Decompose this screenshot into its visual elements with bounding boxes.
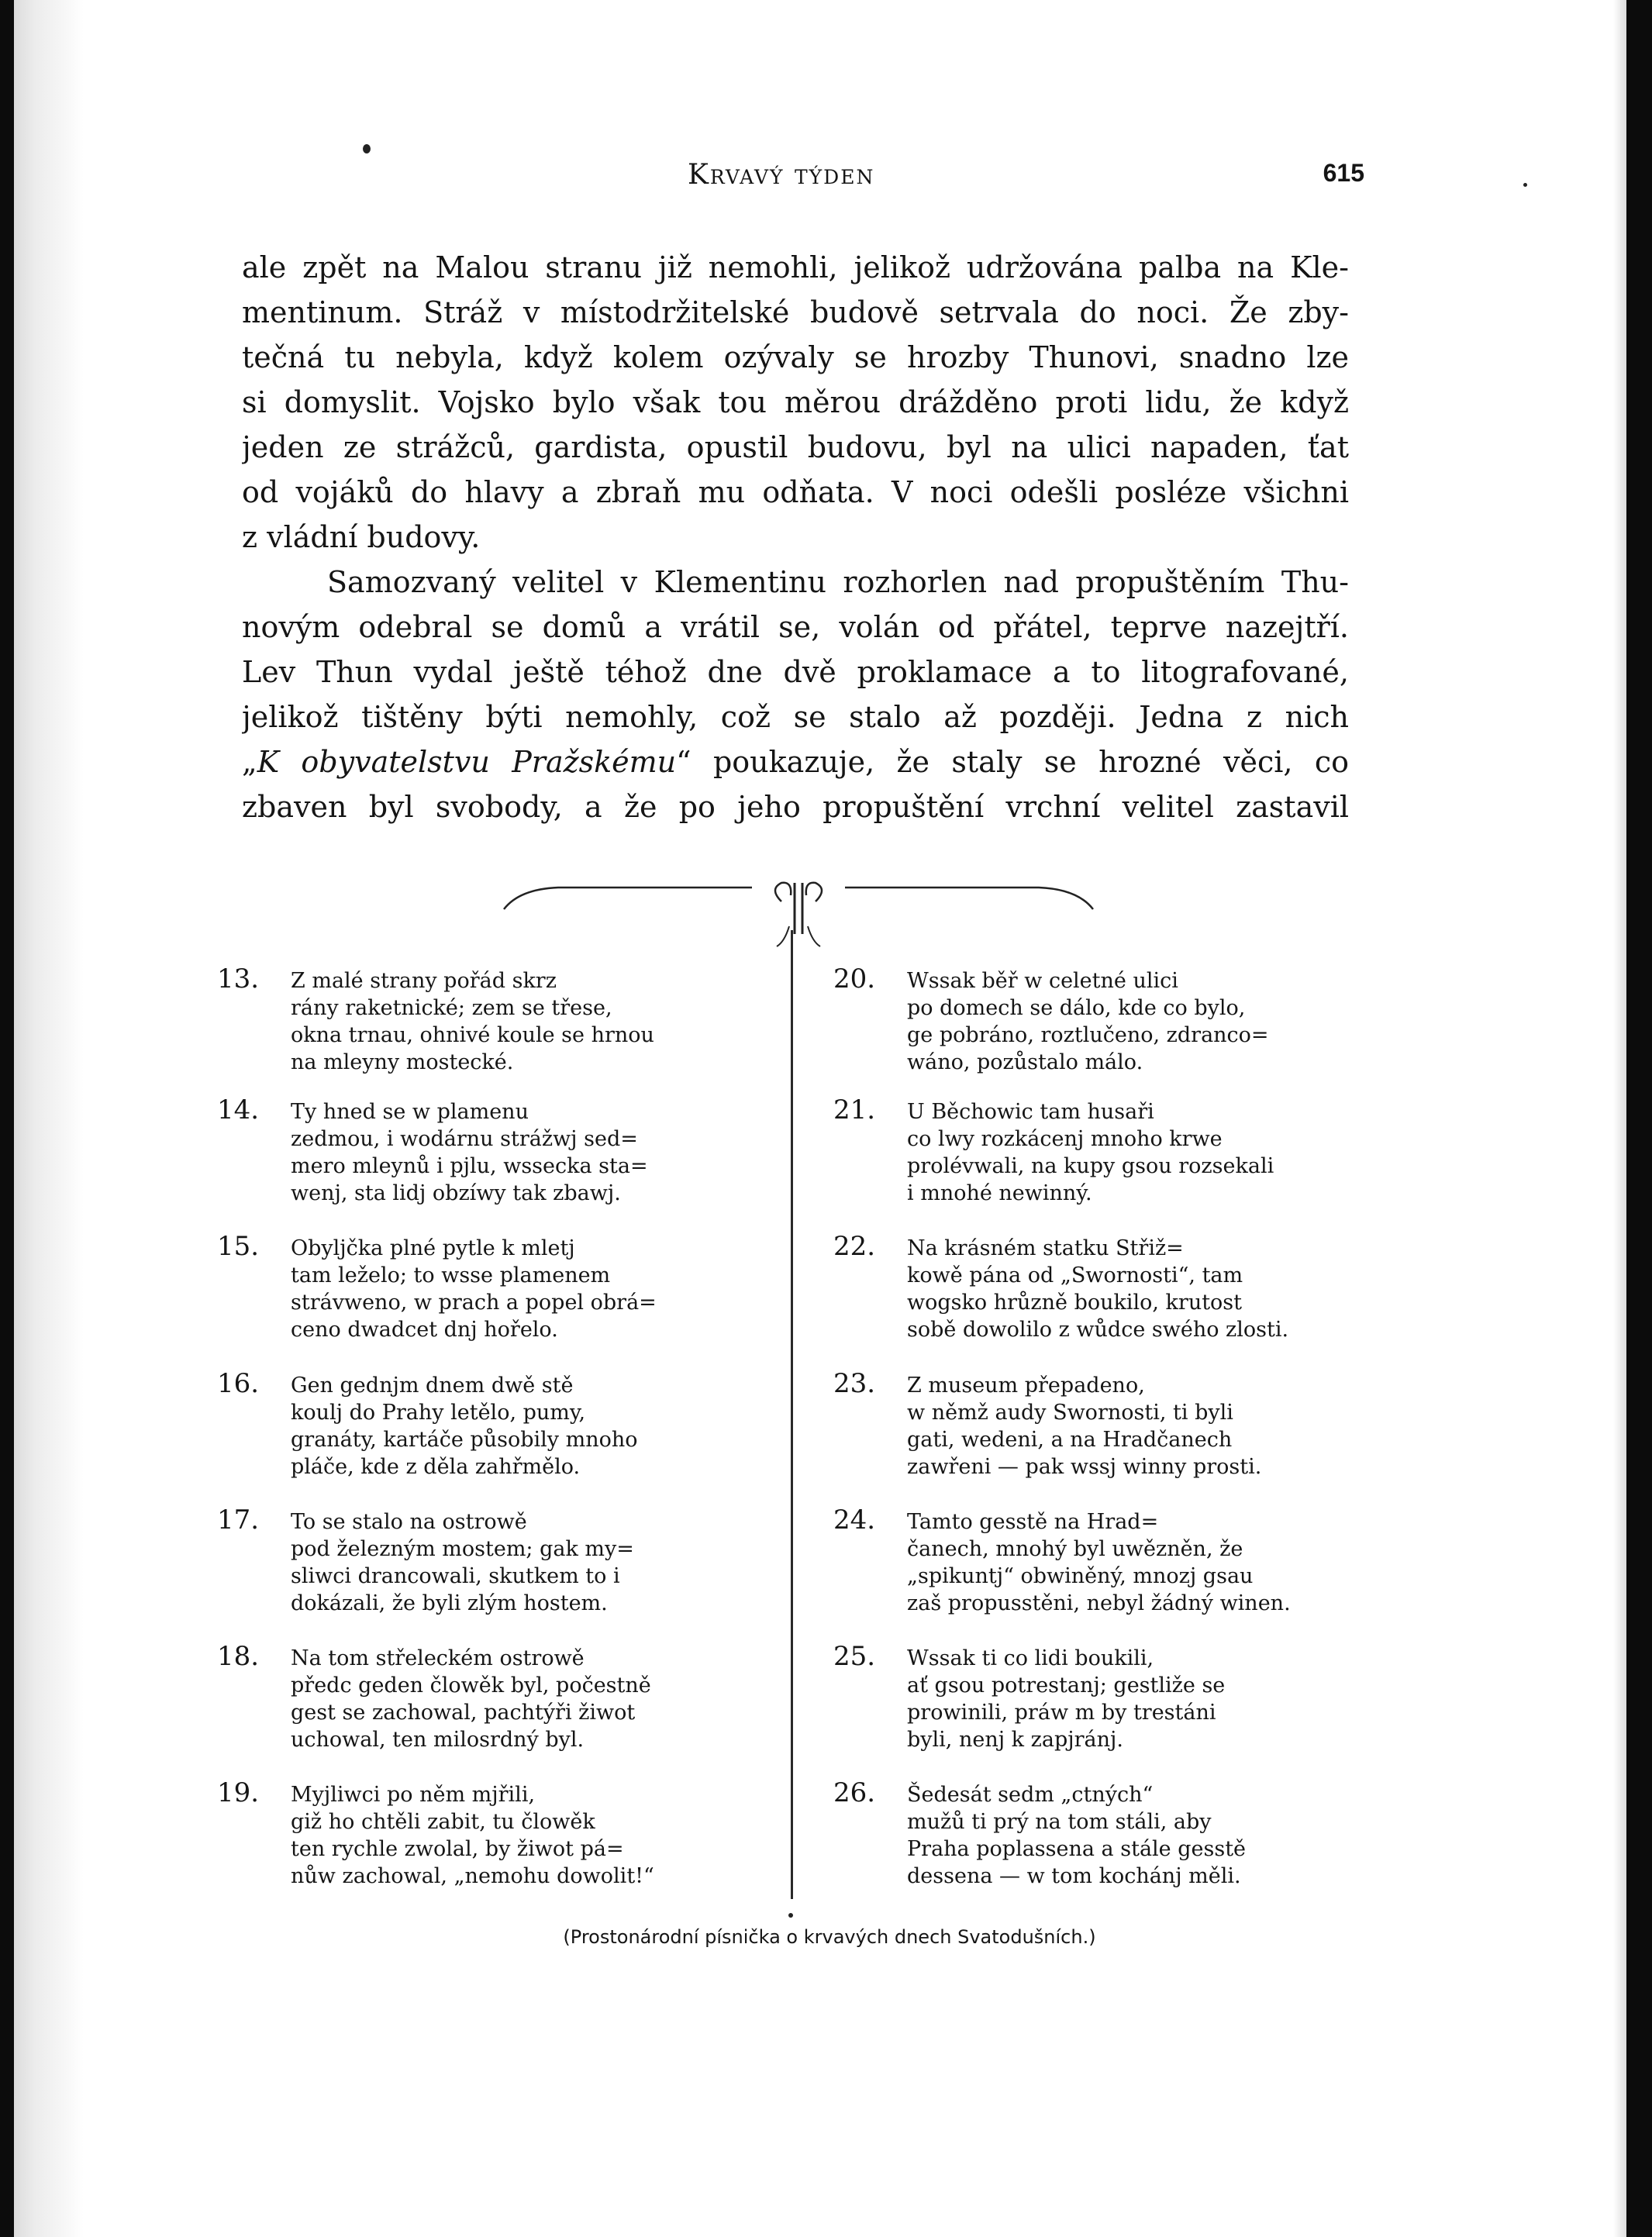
verse-number: 15.	[217, 1231, 260, 1262]
verse-line: rány raketnické; zem se třese,	[291, 996, 612, 1020]
verse-number: 25.	[833, 1641, 876, 1672]
verse-line: wáno, pozůstalo málo.	[907, 1050, 1143, 1074]
column-rule	[791, 930, 793, 1899]
verse-line: sliwci drancowali, skutkem to i	[291, 1564, 620, 1588]
verse-line: zawřeni — pak wssj winny prosti.	[907, 1455, 1262, 1479]
verse-number: 14.	[217, 1094, 260, 1125]
verse-number: 18.	[217, 1641, 260, 1672]
verse-line: ten rychle zwolal, by žiwot pá=	[291, 1837, 624, 1861]
text-line: jeden ze strážců, gardista, opustil budovu, byl na ulici napaden, ťat	[242, 430, 1349, 464]
verse-line: Na tom střeleckém ostrowě	[291, 1646, 585, 1670]
verse-21	[833, 1094, 1341, 1207]
verse-line: mero mlеynů i pjlu, wssecka sta=	[291, 1154, 648, 1178]
verse-line: prolévwali, na kupy gsou rozsekali	[907, 1154, 1274, 1178]
ink-speck	[1523, 183, 1527, 187]
verse-line: uchowal, ten milosrdný byl.	[291, 1728, 585, 1752]
verse-line: Na krásném statku Střiž=	[907, 1236, 1184, 1260]
scan-left-shadow	[14, 0, 84, 2237]
verse-line: na mleyny mostecké.	[291, 1050, 514, 1074]
verse-line: Z malé strany pořád skrz	[291, 969, 557, 993]
paragraph-1	[242, 245, 1349, 560]
verse-22	[833, 1231, 1341, 1343]
verse-16	[217, 1368, 725, 1480]
verse-line: prowinili, práw m by trestáni	[907, 1701, 1216, 1725]
text-line: mentinum. Stráž v místodržitelské budově setrvala do noci. Že zby-	[242, 295, 1349, 329]
text-line: jelikož tištěny býti nemohly, což se stalo až později. Jedna z nich	[242, 700, 1349, 734]
verse-number: 19.	[217, 1777, 260, 1808]
verse-line: gati, wedeni, a na Hradčanech	[907, 1428, 1233, 1452]
verse-line: tam leželo; to wsse plamenem	[291, 1263, 611, 1287]
verse-line: pod železným mostem; gak my=	[291, 1537, 634, 1561]
quote-close: “	[676, 745, 691, 779]
verse-19	[217, 1777, 725, 1890]
verse-line: co lwy rozkácenj mnoho krwe	[907, 1127, 1223, 1151]
verse-line: pláče, kde z děla zahřmělo.	[291, 1455, 581, 1479]
verse-line: Praha poplassena a stále gesstě	[907, 1837, 1247, 1861]
verse-line: ceno dwadcet dnj hořelo.	[291, 1318, 558, 1342]
verse-15	[217, 1231, 725, 1343]
verse-20	[833, 963, 1341, 1076]
verse-line: Tamto gesstě na Hrad=	[907, 1510, 1159, 1534]
verse-number: 22.	[833, 1231, 876, 1262]
text-line: zbaven byl svobody, a že po jeho propuštění vrchní velitel zastavil	[242, 790, 1349, 824]
verse-line: giž ho chtěli zabit, tu člowěk	[291, 1810, 595, 1834]
verse-17	[217, 1505, 725, 1617]
verse-13	[217, 963, 725, 1076]
verse-line: byli, nenj k zapjránj.	[907, 1728, 1123, 1752]
verse-line: U Běchowic tam husaři	[907, 1100, 1154, 1124]
verse-24	[833, 1505, 1341, 1617]
verse-23	[833, 1368, 1341, 1480]
verse-18	[217, 1641, 725, 1753]
verse-line: čanech, mnohý byl uwězněn, že	[907, 1537, 1243, 1561]
paragraph-2	[242, 560, 1349, 829]
scan-right-edge	[1626, 0, 1652, 2237]
verse-line: dokázali, že byli zlým hostem.	[291, 1591, 608, 1615]
verse-line: zaš propusstěni, nebyl žádný winen.	[907, 1591, 1291, 1615]
text-line: od vojáků do hlavy a zbraň mu odňata. V noci odešli posléze všichni	[242, 475, 1349, 509]
verse-line: mužů ti prý na tom stáli, aby	[907, 1810, 1212, 1834]
verse-line: „spikuntj“ obwiněný, mnozj gsau	[907, 1564, 1254, 1588]
verse-line: Gen gednjm dnem dwě stě	[291, 1374, 574, 1398]
source-note: (Prostonárodní písnička o krvavých dnech Svatodušních.)	[563, 1926, 1096, 1948]
running-head: Krvavý týden	[688, 159, 875, 191]
verse-number: 17.	[217, 1505, 260, 1536]
verse-number: 21.	[833, 1094, 876, 1125]
ornamental-divider	[496, 872, 1101, 950]
verse-number: 13.	[217, 963, 260, 994]
verse-line: gest se zachowal, pachtýři žiwot	[291, 1701, 636, 1725]
verse-line: w němž audy Swornosti, ti byli	[907, 1401, 1233, 1425]
verse-line: Wssak běř w celetné ulici	[907, 969, 1178, 993]
text-line-with-title	[242, 739, 1349, 784]
verse-number: 16.	[217, 1368, 260, 1399]
text-line-rest: poukazuje, že staly se hrozné věci, co	[691, 745, 1349, 779]
verse-line: i mnohé newinný.	[907, 1181, 1092, 1205]
verse-number: 26.	[833, 1777, 876, 1808]
quote-open: „	[242, 745, 257, 779]
verse-line: wenj, sta lidj obzíwy tak zbawj.	[291, 1181, 621, 1205]
verse-number: 23.	[833, 1368, 876, 1399]
ink-speck	[788, 1913, 793, 1918]
verse-number: 24.	[833, 1505, 876, 1536]
text-line: Lev Thun vydal ještě téhož dne dvě proklamace a to litografované,	[242, 655, 1349, 689]
text-line: Samozvaný velitel v Klementinu rozhorlen nad propuštěním Thu-	[327, 565, 1349, 599]
verse-line: Myjliwci po něm mjřili,	[291, 1783, 536, 1807]
proclamation-title: K obyvatelstvu Pražskému	[257, 745, 677, 779]
verse-line: ať gsou potrestanj; gestliže se	[907, 1673, 1226, 1698]
text-line: tečná tu nebyla, když kolem ozývaly se hrozby Thunovi, snadno lze	[242, 340, 1349, 374]
verse-26	[833, 1777, 1341, 1890]
verse-25	[833, 1641, 1341, 1753]
verse-line: Šedesát sedm „ctných“	[907, 1783, 1154, 1807]
verse-line: strávweno, w prach a popel obrá=	[291, 1291, 657, 1315]
verse-line: předc geden člowěk byl, počestně	[291, 1673, 651, 1698]
verse-line: sobě dowolilo z wůdce swého zlosti.	[907, 1318, 1289, 1342]
verse-line: granáty, kartáče působily mnoho	[291, 1428, 638, 1452]
verse-line: Obyljčka plné pytle k mletj	[291, 1236, 575, 1260]
verse-line: Z museum přepadeno,	[907, 1374, 1145, 1398]
verse-line: wogsko hrůzně boukilo, krutost	[907, 1291, 1243, 1315]
verse-line: okna trnau, ohnivé koule se hrnou	[291, 1023, 654, 1047]
text-line: novým odebral se domů a vrátil se, volán od přátel, teprve nazejtří.	[242, 610, 1349, 644]
verse-line: nůw zachowal, „nemohu dowolit!“	[291, 1864, 654, 1888]
text-line: z vládní budovy.	[242, 520, 481, 554]
scan-right-shadow	[1613, 0, 1626, 2237]
ink-speck	[363, 144, 371, 153]
verse-line: Ty hned se w plamenu	[291, 1100, 529, 1124]
scan-left-edge	[0, 0, 14, 2237]
verse-line: dessena — w tom kochánj měli.	[907, 1864, 1241, 1888]
verse-line: kowě pána od „Swornosti“, tam	[907, 1263, 1243, 1287]
verse-line: To se stalo na ostrowě	[291, 1510, 527, 1534]
text-line: ale zpět na Malou stranu již nemohli, jelikož udržována palba na Kle-	[242, 250, 1349, 284]
text-line: si domyslit. Vojsko bylo však tou měrou drážděno proti lidu, že když	[242, 385, 1349, 419]
page-number: 615	[1323, 159, 1364, 187]
verse-line: po domech se dálo, kde co bylo,	[907, 996, 1246, 1020]
verse-14	[217, 1094, 725, 1207]
verse-line: ge pobráno, roztlučeno, zdranco=	[907, 1023, 1269, 1047]
verse-number: 20.	[833, 963, 876, 994]
verse-line: zedmou, i wodárnu strážwj sed=	[291, 1127, 638, 1151]
verse-line: koulj do Prahy letělo, pumy,	[291, 1401, 586, 1425]
verse-line: Wssak ti co lidi boukili,	[907, 1646, 1154, 1670]
